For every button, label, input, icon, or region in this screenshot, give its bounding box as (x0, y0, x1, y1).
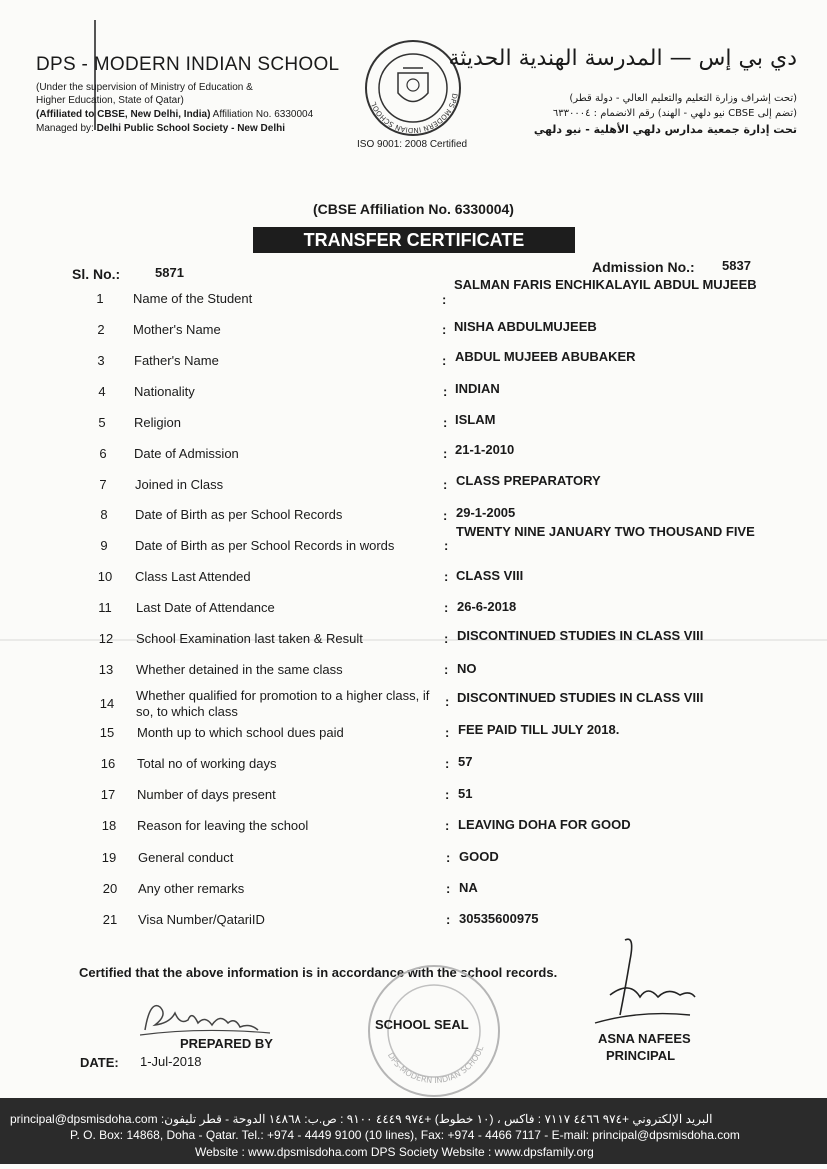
field-colon: : (445, 725, 450, 740)
footer-arabic-contact: principal@dpsmisdoha.com :البريد الإلكتروني +٩٧٤ ٤٤٦٦ ٧١١٧ : فاكس ، (١٠ خطوط) +٩٧٤ ٤٤٤٩ ٩١٠٠ : ص.ب: ١٤٨٦٨ الدوحة - قطر تليفون (10, 1112, 713, 1126)
footer-websites: Website : www.dpsmisdoha.com DPS Society Website : www.dpsfamily.org (195, 1145, 594, 1159)
field-value: ABDUL MUJEEB ABUBAKER (455, 349, 636, 364)
svg-text:DPS-MODERN INDIAN SCHOOL (386, 1044, 486, 1085)
field-colon: : (445, 694, 450, 709)
affiliation-number: Affiliation No. 6330004 (210, 109, 314, 120)
row-number: 13 (98, 662, 114, 677)
field-value: SALMAN FARIS ENCHIKALAYIL ABDUL MUJEEB (454, 277, 757, 292)
row-number: 12 (98, 631, 114, 646)
school-name-arabic: دي بي إس — المدرسة الهندية الحديثة (448, 46, 797, 71)
field-value: 29-1-2005 (456, 505, 516, 520)
managed-by-label: Managed by: (36, 123, 97, 134)
principal-title: PRINCIPAL (606, 1048, 676, 1063)
admission-number-label: Admission No.: (592, 259, 695, 275)
row-number: 2 (97, 322, 105, 337)
serial-number-value: 5871 (155, 265, 184, 280)
field-label: Any other remarks (138, 881, 245, 896)
row-number: 17 (100, 787, 116, 802)
field-colon: : (444, 569, 449, 584)
document-title: TRANSFER CERTIFICATE (253, 227, 575, 253)
field-value: 26-6-2018 (457, 599, 517, 614)
row-number: 8 (100, 507, 108, 522)
row-number: 11 (98, 600, 112, 615)
field-label: Name of the Student (133, 291, 253, 306)
field-colon: : (444, 538, 449, 553)
arabic-managed-by-line: تحت إدارة جمعية مدارس دلهي الأهلية - نيو دلهي (533, 123, 797, 136)
field-value: LEAVING DOHA FOR GOOD (458, 817, 631, 832)
field-label: Whether detained in the same class (136, 662, 343, 677)
field-colon: : (443, 384, 448, 399)
field-label: Last Date of Attendance (136, 600, 275, 615)
field-label: Total no of working days (137, 756, 277, 771)
row-number: 16 (100, 756, 116, 771)
footer-contact-bar (0, 1098, 827, 1164)
arabic-affiliation-line: (تضم إلى CBSE نيو دلهي - الهند) رقم الانضمام : ٦٣٣٠٠٠٤ (552, 108, 797, 119)
affiliation-line (36, 109, 313, 121)
field-value: DISCONTINUED STUDIES IN CLASS VIII (457, 690, 704, 705)
field-colon: : (446, 850, 451, 865)
footer-english-contact: P. O. Box: 14868, Doha - Qatar. Tel.: +974 - 4449 9100 (10 lines), Fax: +974 - 4466 7117 - E-mail: principal@dpsmisdoha.com (70, 1128, 740, 1142)
field-value: ISLAM (455, 412, 496, 427)
field-value: DISCONTINUED STUDIES IN CLASS VIII (457, 628, 704, 643)
field-colon: : (442, 353, 447, 368)
certification-statement: Certified that the above information is in accordance with the school records. (79, 965, 558, 980)
field-label: Mother's Name (133, 322, 221, 337)
field-colon: : (445, 787, 450, 802)
row-number: 14 (99, 696, 115, 711)
higher-education-line: Higher Education, State of Qatar) (36, 95, 184, 106)
field-label: Whether qualified for promotion to a higher class, if so, to which class (136, 688, 430, 720)
field-colon: : (443, 508, 448, 523)
field-colon: : (442, 292, 447, 307)
field-label: Father's Name (134, 353, 219, 368)
field-colon: : (446, 912, 451, 927)
field-label: Religion (134, 415, 181, 430)
field-label: Month up to which school dues paid (137, 725, 344, 740)
admission-number-value: 5837 (722, 258, 751, 273)
row-number: 7 (99, 477, 107, 492)
row-number: 6 (99, 446, 107, 461)
field-label: School Examination last taken & Result (136, 631, 363, 646)
field-colon: : (446, 881, 451, 896)
iso-certification: ISO 9001: 2008 Certified (357, 139, 468, 150)
row-number: 15 (99, 725, 115, 740)
field-value: 51 (458, 786, 473, 801)
field-value: FEE PAID TILL JULY 2018. (458, 722, 620, 737)
field-colon: : (445, 756, 450, 771)
row-number: 9 (100, 538, 108, 553)
principal-signature (590, 935, 700, 1030)
row-number: 1 (96, 291, 104, 306)
field-colon: : (443, 446, 448, 461)
field-value: CLASS VIII (456, 568, 524, 583)
row-number: 10 (97, 569, 113, 584)
managed-by-value: Delhi Public School Society - New Delhi (96, 123, 285, 134)
field-colon: : (442, 322, 447, 337)
row-number: 19 (101, 850, 117, 865)
field-label: Date of Birth as per School Records in words (135, 538, 395, 553)
field-value: TWENTY NINE JANUARY TWO THOUSAND FIVE (456, 524, 755, 539)
field-value: 21-1-2010 (455, 442, 515, 457)
row-number: 3 (97, 353, 105, 368)
field-label: Visa Number/QatariID (138, 912, 265, 927)
field-value: NISHA ABDULMUJEEB (454, 319, 597, 334)
school-name-english: DPS - MODERN INDIAN SCHOOL (36, 54, 340, 75)
row-number: 4 (98, 384, 106, 399)
field-label: Class Last Attended (135, 569, 251, 584)
row-number: 18 (101, 818, 117, 833)
field-value: NA (459, 880, 478, 895)
affiliation-bold: (Affiliated to CBSE, New Delhi, India) (36, 109, 211, 120)
field-value: 57 (458, 754, 473, 769)
principal-name: ASNA NAFEES (598, 1031, 691, 1046)
serial-number-label: Sl. No.: (72, 266, 121, 282)
field-colon: : (445, 818, 450, 833)
cbse-affiliation: (CBSE Affiliation No. 6330004) (313, 201, 514, 217)
field-value: 30535600975 (459, 911, 539, 926)
field-label: Date of Birth as per School Records (135, 507, 343, 522)
row-number: 5 (98, 415, 106, 430)
field-label: Nationality (134, 384, 195, 399)
row-number: 20 (102, 881, 118, 896)
field-colon: : (444, 631, 449, 646)
arabic-supervision-line: (تحت إشراف وزارة التعليم والتعليم العالي - دولة قطر) (569, 93, 797, 104)
field-value: INDIAN (455, 381, 500, 396)
date-value: 1-Jul-2018 (140, 1054, 202, 1069)
preparer-signature (140, 995, 290, 1040)
row-number: 21 (102, 912, 118, 927)
field-label: Number of days present (137, 787, 276, 802)
field-label: Date of Admission (134, 446, 239, 461)
field-value: CLASS PREPARATORY (456, 473, 601, 488)
field-colon: : (443, 477, 448, 492)
supervision-line: (Under the supervision of Ministry of Education & (36, 82, 253, 93)
date-label: DATE: (80, 1055, 119, 1070)
field-colon: : (444, 600, 449, 615)
logo-ring-text: DPS MODERN INDIAN SCHOOL (369, 92, 459, 135)
field-label: Joined in Class (135, 477, 224, 492)
field-colon: : (443, 415, 448, 430)
field-value: GOOD (459, 849, 499, 864)
managed-by-line (36, 123, 285, 135)
prepared-by-label: PREPARED BY (180, 1036, 273, 1051)
seal-ring-text: DPS-MODERN INDIAN SCHOOL (385, 1044, 486, 1086)
field-label: Reason for leaving the school (137, 818, 309, 833)
field-label: General conduct (138, 850, 234, 865)
school-seal-label: SCHOOL SEAL (375, 1017, 469, 1032)
field-colon: : (444, 662, 449, 677)
field-value: NO (457, 661, 477, 676)
